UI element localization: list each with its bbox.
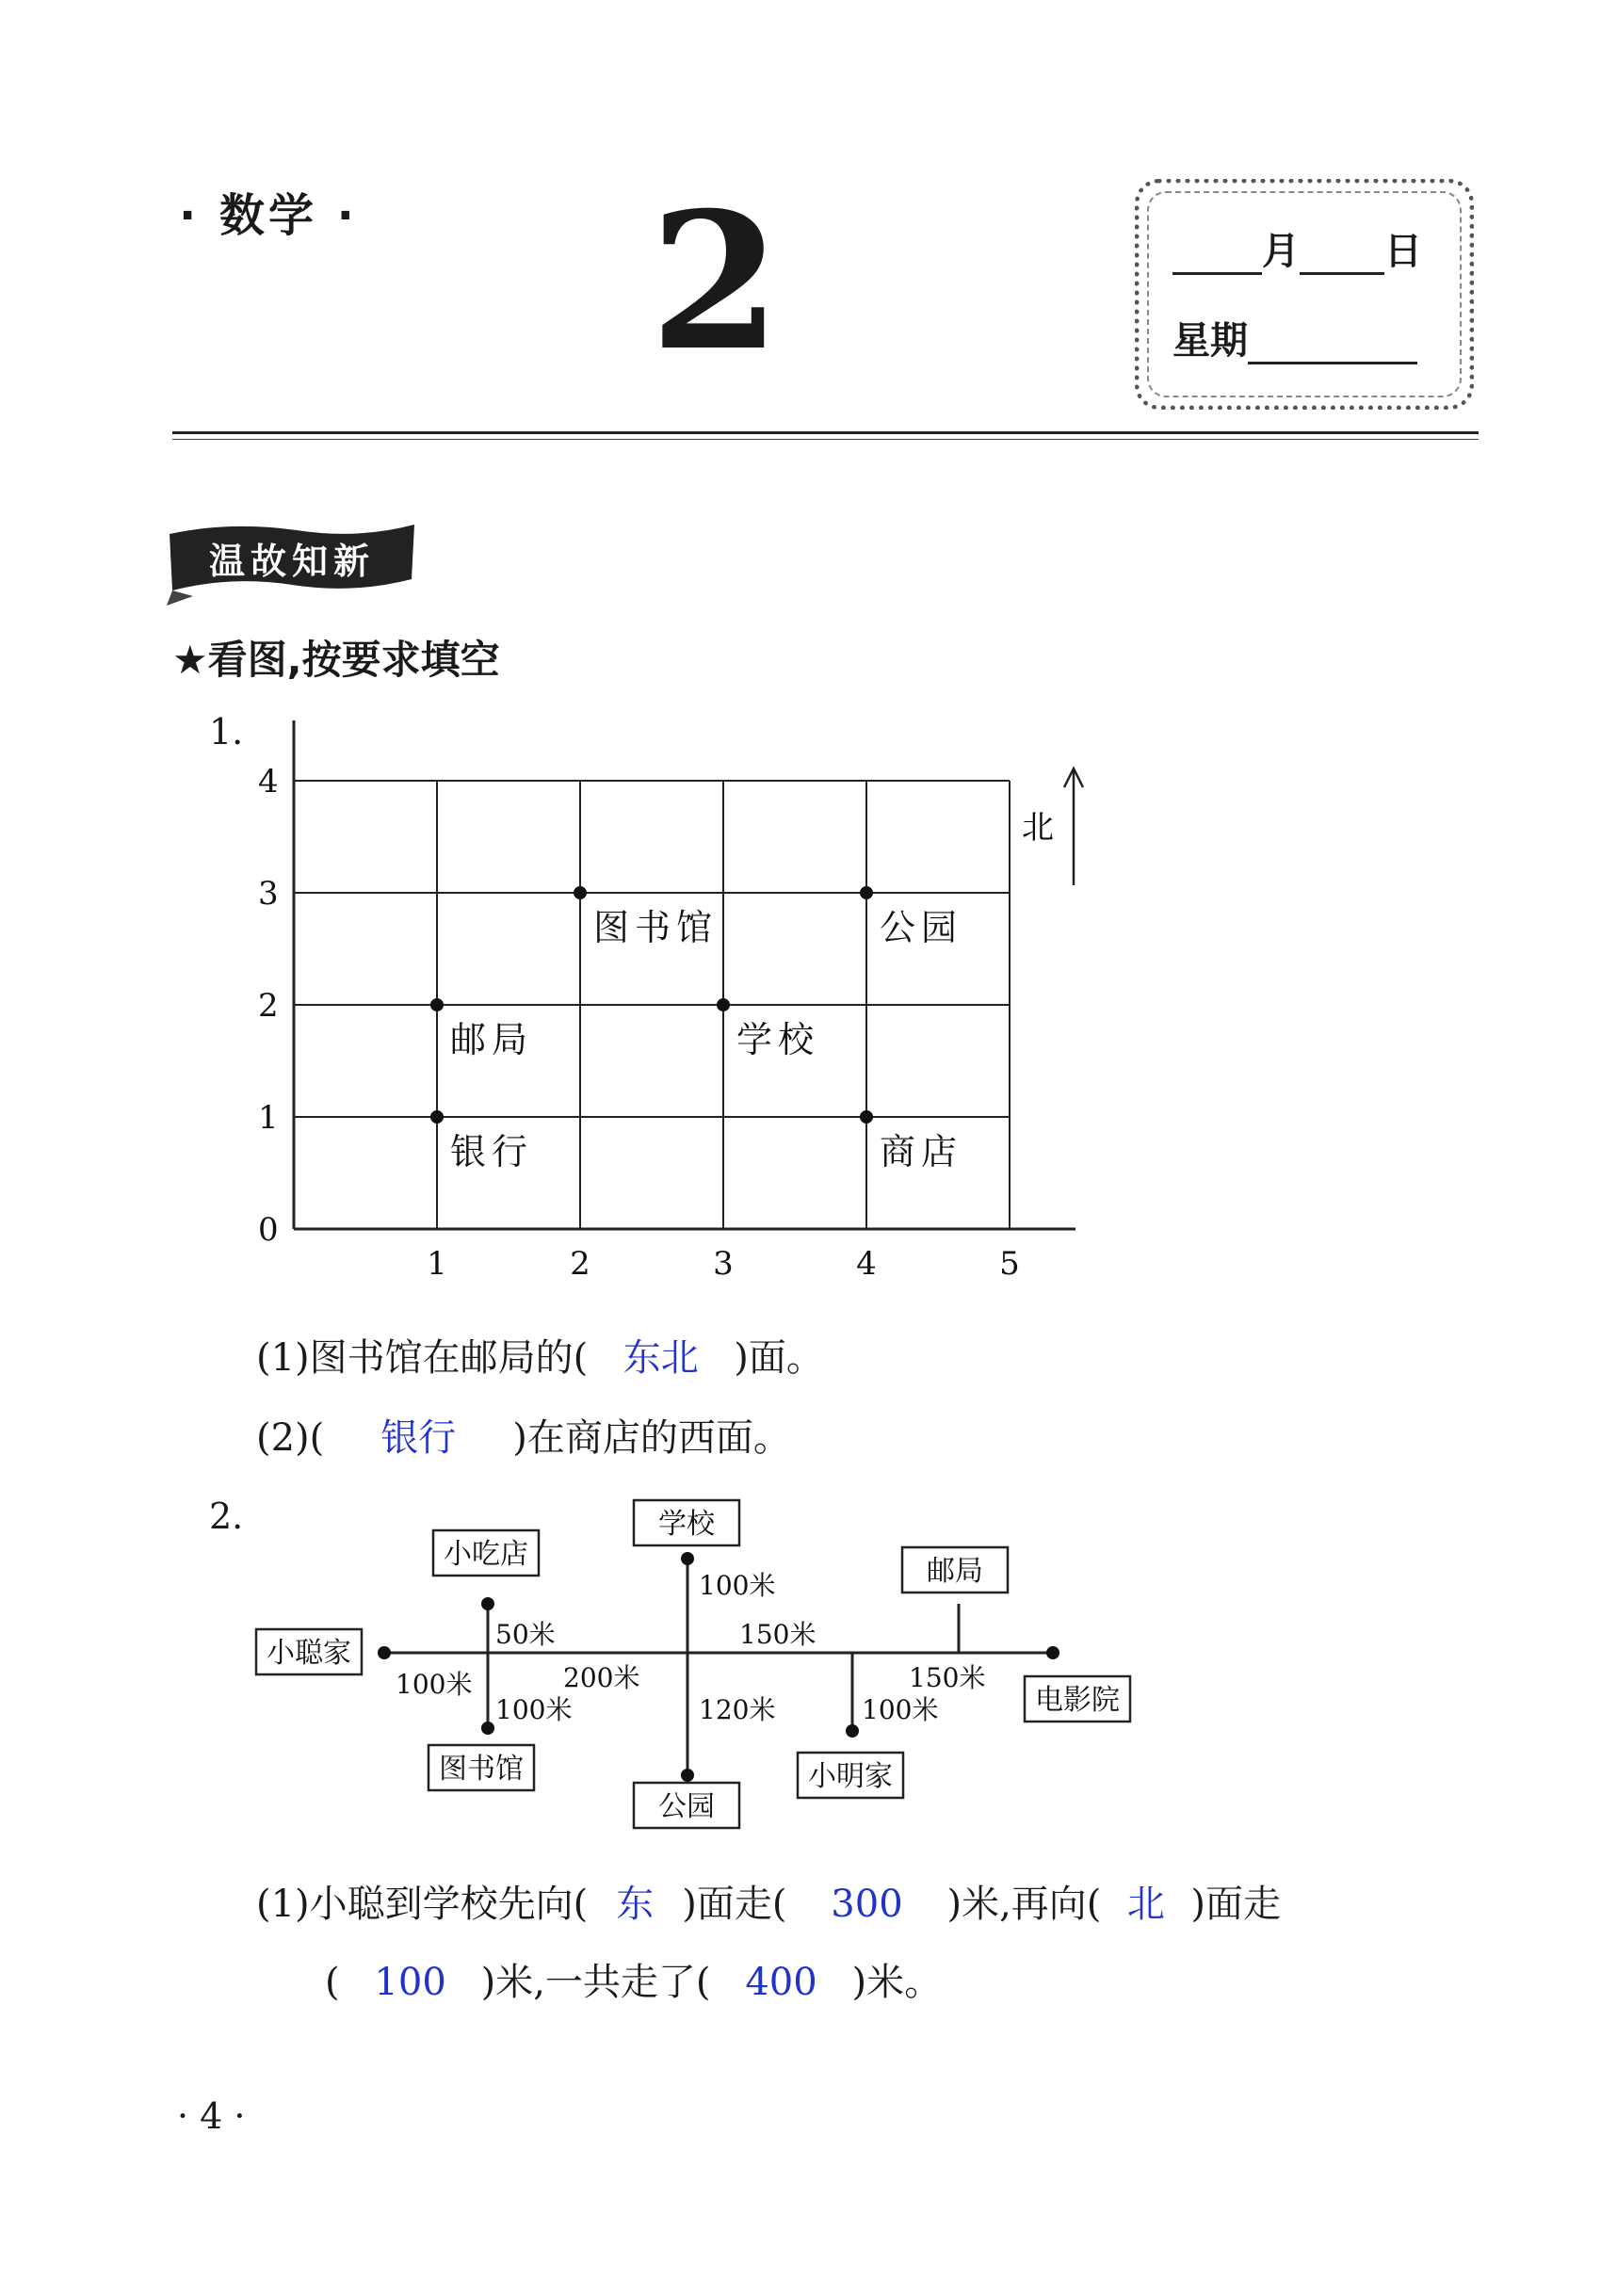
section-banner xyxy=(165,513,419,611)
dist-center-school: 100米 xyxy=(699,1570,776,1601)
lesson-number: 2 xyxy=(650,171,782,393)
y-tick-labels xyxy=(258,763,279,1249)
weekday-label: 星期 xyxy=(1172,319,1248,363)
xiaocong-home-dot xyxy=(378,1646,391,1659)
q2-answer-direction2[interactable]: 北 xyxy=(1126,1883,1165,1926)
header-rule xyxy=(172,431,1479,434)
q2-answer-distance2[interactable]: 100 xyxy=(374,1961,446,2004)
x-tick-label: 4 xyxy=(856,1245,877,1283)
y-tick-label: 4 xyxy=(258,763,279,800)
q2-text: (1)小聪到学校先向( xyxy=(256,1883,589,1926)
xiaoming-home-dot xyxy=(846,1724,859,1738)
loc-snack-shop: 小吃店 xyxy=(444,1538,528,1571)
x-tick-label: 5 xyxy=(999,1245,1020,1283)
q2-answer-distance1[interactable]: 300 xyxy=(831,1883,903,1926)
x-tick-labels xyxy=(427,1245,1020,1283)
weekday-blank[interactable] xyxy=(1248,324,1417,364)
x-tick-label: 3 xyxy=(713,1245,734,1283)
loc-xiaoming-home: 小明家 xyxy=(808,1760,893,1793)
place-label: 银行 xyxy=(450,1131,534,1172)
place-dot xyxy=(574,886,587,899)
y-tick-label: 2 xyxy=(258,987,279,1025)
dist-junction1-center: 200米 xyxy=(563,1662,640,1693)
loc-xiaocong-home: 小聪家 xyxy=(267,1637,351,1670)
loc-library: 图书馆 xyxy=(439,1753,524,1786)
place-label: 学校 xyxy=(736,1019,820,1060)
y-tick-label: 0 xyxy=(258,1211,279,1249)
dist-center-junction3: 150米 xyxy=(739,1619,817,1650)
place-dot xyxy=(860,1110,873,1124)
loc-cinema: 电影院 xyxy=(1035,1684,1120,1717)
month-label: 月 xyxy=(1262,230,1300,273)
q2-text: )米,一共走了( xyxy=(480,1961,711,2004)
dist-junction1-library: 100米 xyxy=(495,1694,573,1725)
school-dot xyxy=(681,1552,694,1565)
snack-shop-dot xyxy=(481,1597,494,1610)
q1-sub1-prefix: (1)图书馆在邮局的( xyxy=(256,1336,589,1380)
q1-sub2-answer[interactable]: 银行 xyxy=(380,1416,457,1460)
dist-junction3-xiaoming: 100米 xyxy=(862,1694,939,1725)
banner-text: 温故知新 xyxy=(208,541,375,582)
q1-number: 1. xyxy=(209,711,244,752)
q1-grid-figure xyxy=(235,706,1102,1300)
q1-sub1-answer[interactable]: 东北 xyxy=(623,1336,699,1380)
q2-text: )米。 xyxy=(851,1961,943,2004)
x-tick-label: 2 xyxy=(570,1245,590,1283)
subject-label: · 数学 · xyxy=(179,189,358,242)
place-label: 图书馆 xyxy=(593,907,719,948)
q2-number: 2. xyxy=(209,1496,244,1537)
q2-route-map xyxy=(245,1493,1187,1846)
q2-sub1-line2 xyxy=(325,1952,942,2006)
q2-answer-direction1[interactable]: 东 xyxy=(616,1883,655,1926)
section-instruction: ★看图,按要求填空 xyxy=(172,637,500,683)
date-box xyxy=(1135,179,1474,410)
cinema-dot xyxy=(1046,1646,1059,1659)
q2-sub1-line1 xyxy=(256,1874,1281,1928)
loc-school: 学校 xyxy=(658,1508,715,1541)
q1-sub2 xyxy=(256,1408,791,1462)
q2-text: ( xyxy=(325,1961,340,2004)
date-row xyxy=(1172,221,1422,275)
q1-sub1 xyxy=(256,1328,824,1382)
y-tick-label: 1 xyxy=(258,1099,279,1137)
day-blank[interactable] xyxy=(1300,234,1384,275)
north-label: 北 xyxy=(1022,809,1054,847)
place-label: 邮局 xyxy=(450,1019,534,1060)
loc-post-office: 邮局 xyxy=(927,1555,983,1588)
header-rule-thin xyxy=(172,439,1479,440)
q2-text: )面走( xyxy=(682,1883,787,1926)
page-number: · 4 · xyxy=(177,2095,246,2137)
y-tick-label: 3 xyxy=(258,875,279,913)
place-dot xyxy=(430,1110,444,1124)
place-markers xyxy=(430,886,962,1172)
loc-park: 公园 xyxy=(658,1790,715,1823)
q1-sub2-suffix: )在商店的西面。 xyxy=(512,1416,791,1460)
dist-home-junction1: 100米 xyxy=(396,1669,473,1700)
park-dot xyxy=(681,1769,694,1782)
q1-sub2-prefix: (2)( xyxy=(256,1416,325,1460)
month-blank[interactable] xyxy=(1172,234,1262,275)
q1-sub1-suffix: )面。 xyxy=(734,1336,824,1380)
dist-junction3-cinema: 150米 xyxy=(909,1662,986,1693)
dist-junction1-snack: 50米 xyxy=(495,1619,556,1650)
q2-text: )米,再向( xyxy=(946,1883,1102,1926)
place-dot xyxy=(717,998,730,1011)
library-dot xyxy=(481,1722,494,1735)
place-label: 商店 xyxy=(880,1131,963,1172)
weekday-row xyxy=(1172,311,1417,364)
place-dot xyxy=(430,998,444,1011)
x-tick-label: 1 xyxy=(427,1245,447,1283)
q2-answer-total[interactable]: 400 xyxy=(745,1961,817,2004)
day-label: 日 xyxy=(1384,230,1422,273)
dist-center-park: 120米 xyxy=(699,1694,776,1725)
place-label: 公园 xyxy=(880,907,963,948)
q2-text: )面走 xyxy=(1190,1883,1282,1926)
place-dot xyxy=(860,886,873,899)
